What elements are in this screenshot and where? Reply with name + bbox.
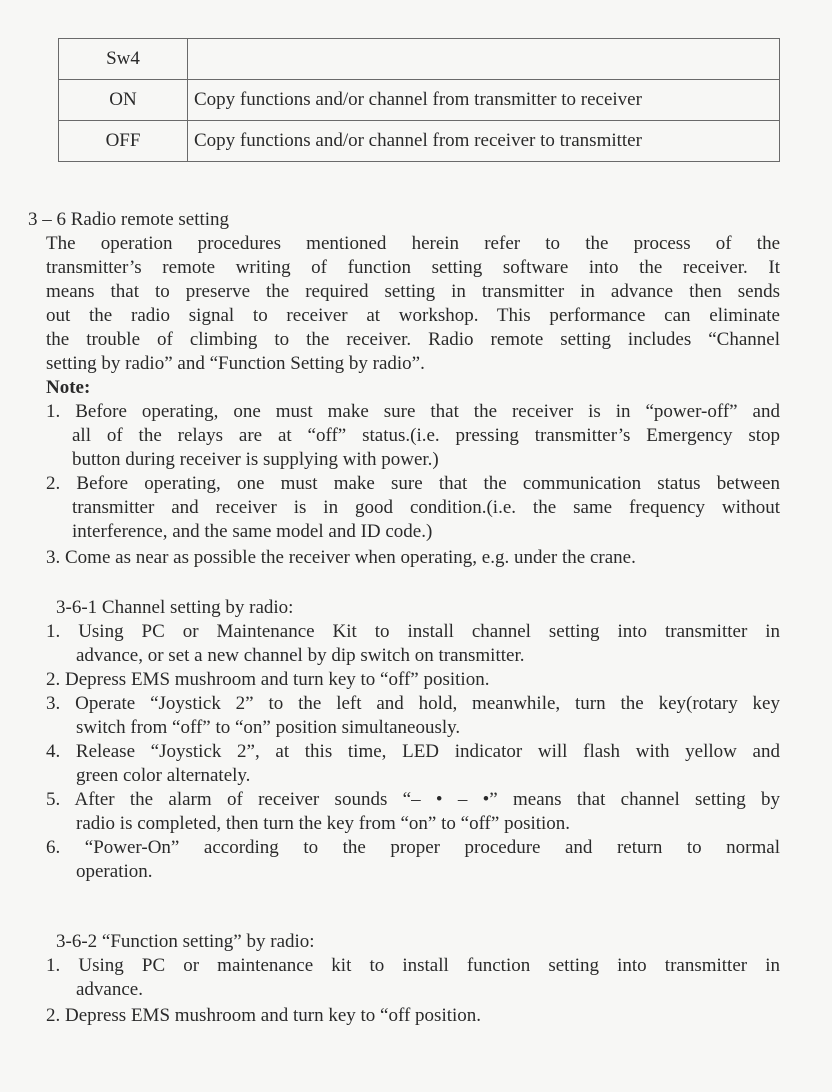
step-line: 1. Using PC or maintenance kit to install function setting into transmitter in <box>46 955 780 976</box>
step-line: green color alternately. <box>76 765 251 786</box>
note-label: Note: <box>46 377 91 398</box>
table-cell: ON <box>59 80 188 121</box>
sw4-table <box>58 38 780 162</box>
table-header-row <box>59 39 780 80</box>
table-cell: OFF <box>59 121 188 162</box>
table-row <box>59 80 780 121</box>
step-line: 2. Depress EMS mushroom and turn key to “off” position. <box>46 669 490 690</box>
note-line: 3. Come as near as possible the receiver when operating, e.g. under the crane. <box>46 547 636 568</box>
step-line: 5. After the alarm of receiver sounds “– • – •” means that channel setting by <box>46 789 780 810</box>
intro-line: transmitter’s remote writing of function setting software into the receiver. It <box>46 257 780 278</box>
intro-line: the trouble of climbing to the receiver. Radio remote setting includes “Channel <box>46 329 780 350</box>
step-line: 3. Operate “Joystick 2” to the left and hold, meanwhile, turn the key(rotary key <box>46 693 780 714</box>
note-line: transmitter and receiver is in good condition.(i.e. the same frequency without <box>72 497 780 518</box>
table-cell: Copy functions and/or channel from transmitter to receiver <box>188 80 780 121</box>
intro-line: The operation procedures mentioned herein refer to the process of the <box>46 233 780 254</box>
subsection-heading: 3-6-1 Channel setting by radio: <box>56 597 294 618</box>
step-line: advance. <box>76 979 143 1000</box>
step-line: 4. Release “Joystick 2”, at this time, LED indicator will flash with yellow and <box>46 741 780 762</box>
step-line: operation. <box>76 861 153 882</box>
table-row <box>59 121 780 162</box>
step-line: advance, or set a new channel by dip switch on transmitter. <box>76 645 525 666</box>
note-line: interference, and the same model and ID code.) <box>72 521 433 542</box>
note-line: all of the relays are at “off” status.(i.e. pressing transmitter’s Emergency stop <box>72 425 780 446</box>
subsection-heading: 3-6-2 “Function setting” by radio: <box>56 931 315 952</box>
section-heading: 3 – 6 Radio remote setting <box>28 209 230 230</box>
note-line: 2. Before operating, one must make sure that the communication status between <box>46 473 780 494</box>
step-line: 1. Using PC or Maintenance Kit to install channel setting into transmitter in <box>46 621 780 642</box>
note-line: 1. Before operating, one must make sure that the receiver is in “power-off” and <box>46 401 780 422</box>
table-cell: Sw4 <box>59 39 188 80</box>
note-line: button during receiver is supplying with power.) <box>72 449 439 470</box>
table-cell: Copy functions and/or channel from receiver to transmitter <box>188 121 780 162</box>
intro-line: means that to preserve the required setting in transmitter in advance then sends <box>46 281 780 302</box>
step-line: 2. Depress EMS mushroom and turn key to “off position. <box>46 1005 482 1026</box>
step-line: radio is completed, then turn the key from “on” to “off” position. <box>76 813 571 834</box>
table-cell <box>188 39 780 80</box>
intro-line: setting by radio” and “Function Setting by radio”. <box>46 353 425 374</box>
step-line: 6. “Power-On” according to the proper procedure and return to normal <box>46 837 780 858</box>
step-line: switch from “off” to “on” position simultaneously. <box>76 717 461 738</box>
intro-line: out the radio signal to receiver at workshop. This performance can eliminate <box>46 305 780 326</box>
